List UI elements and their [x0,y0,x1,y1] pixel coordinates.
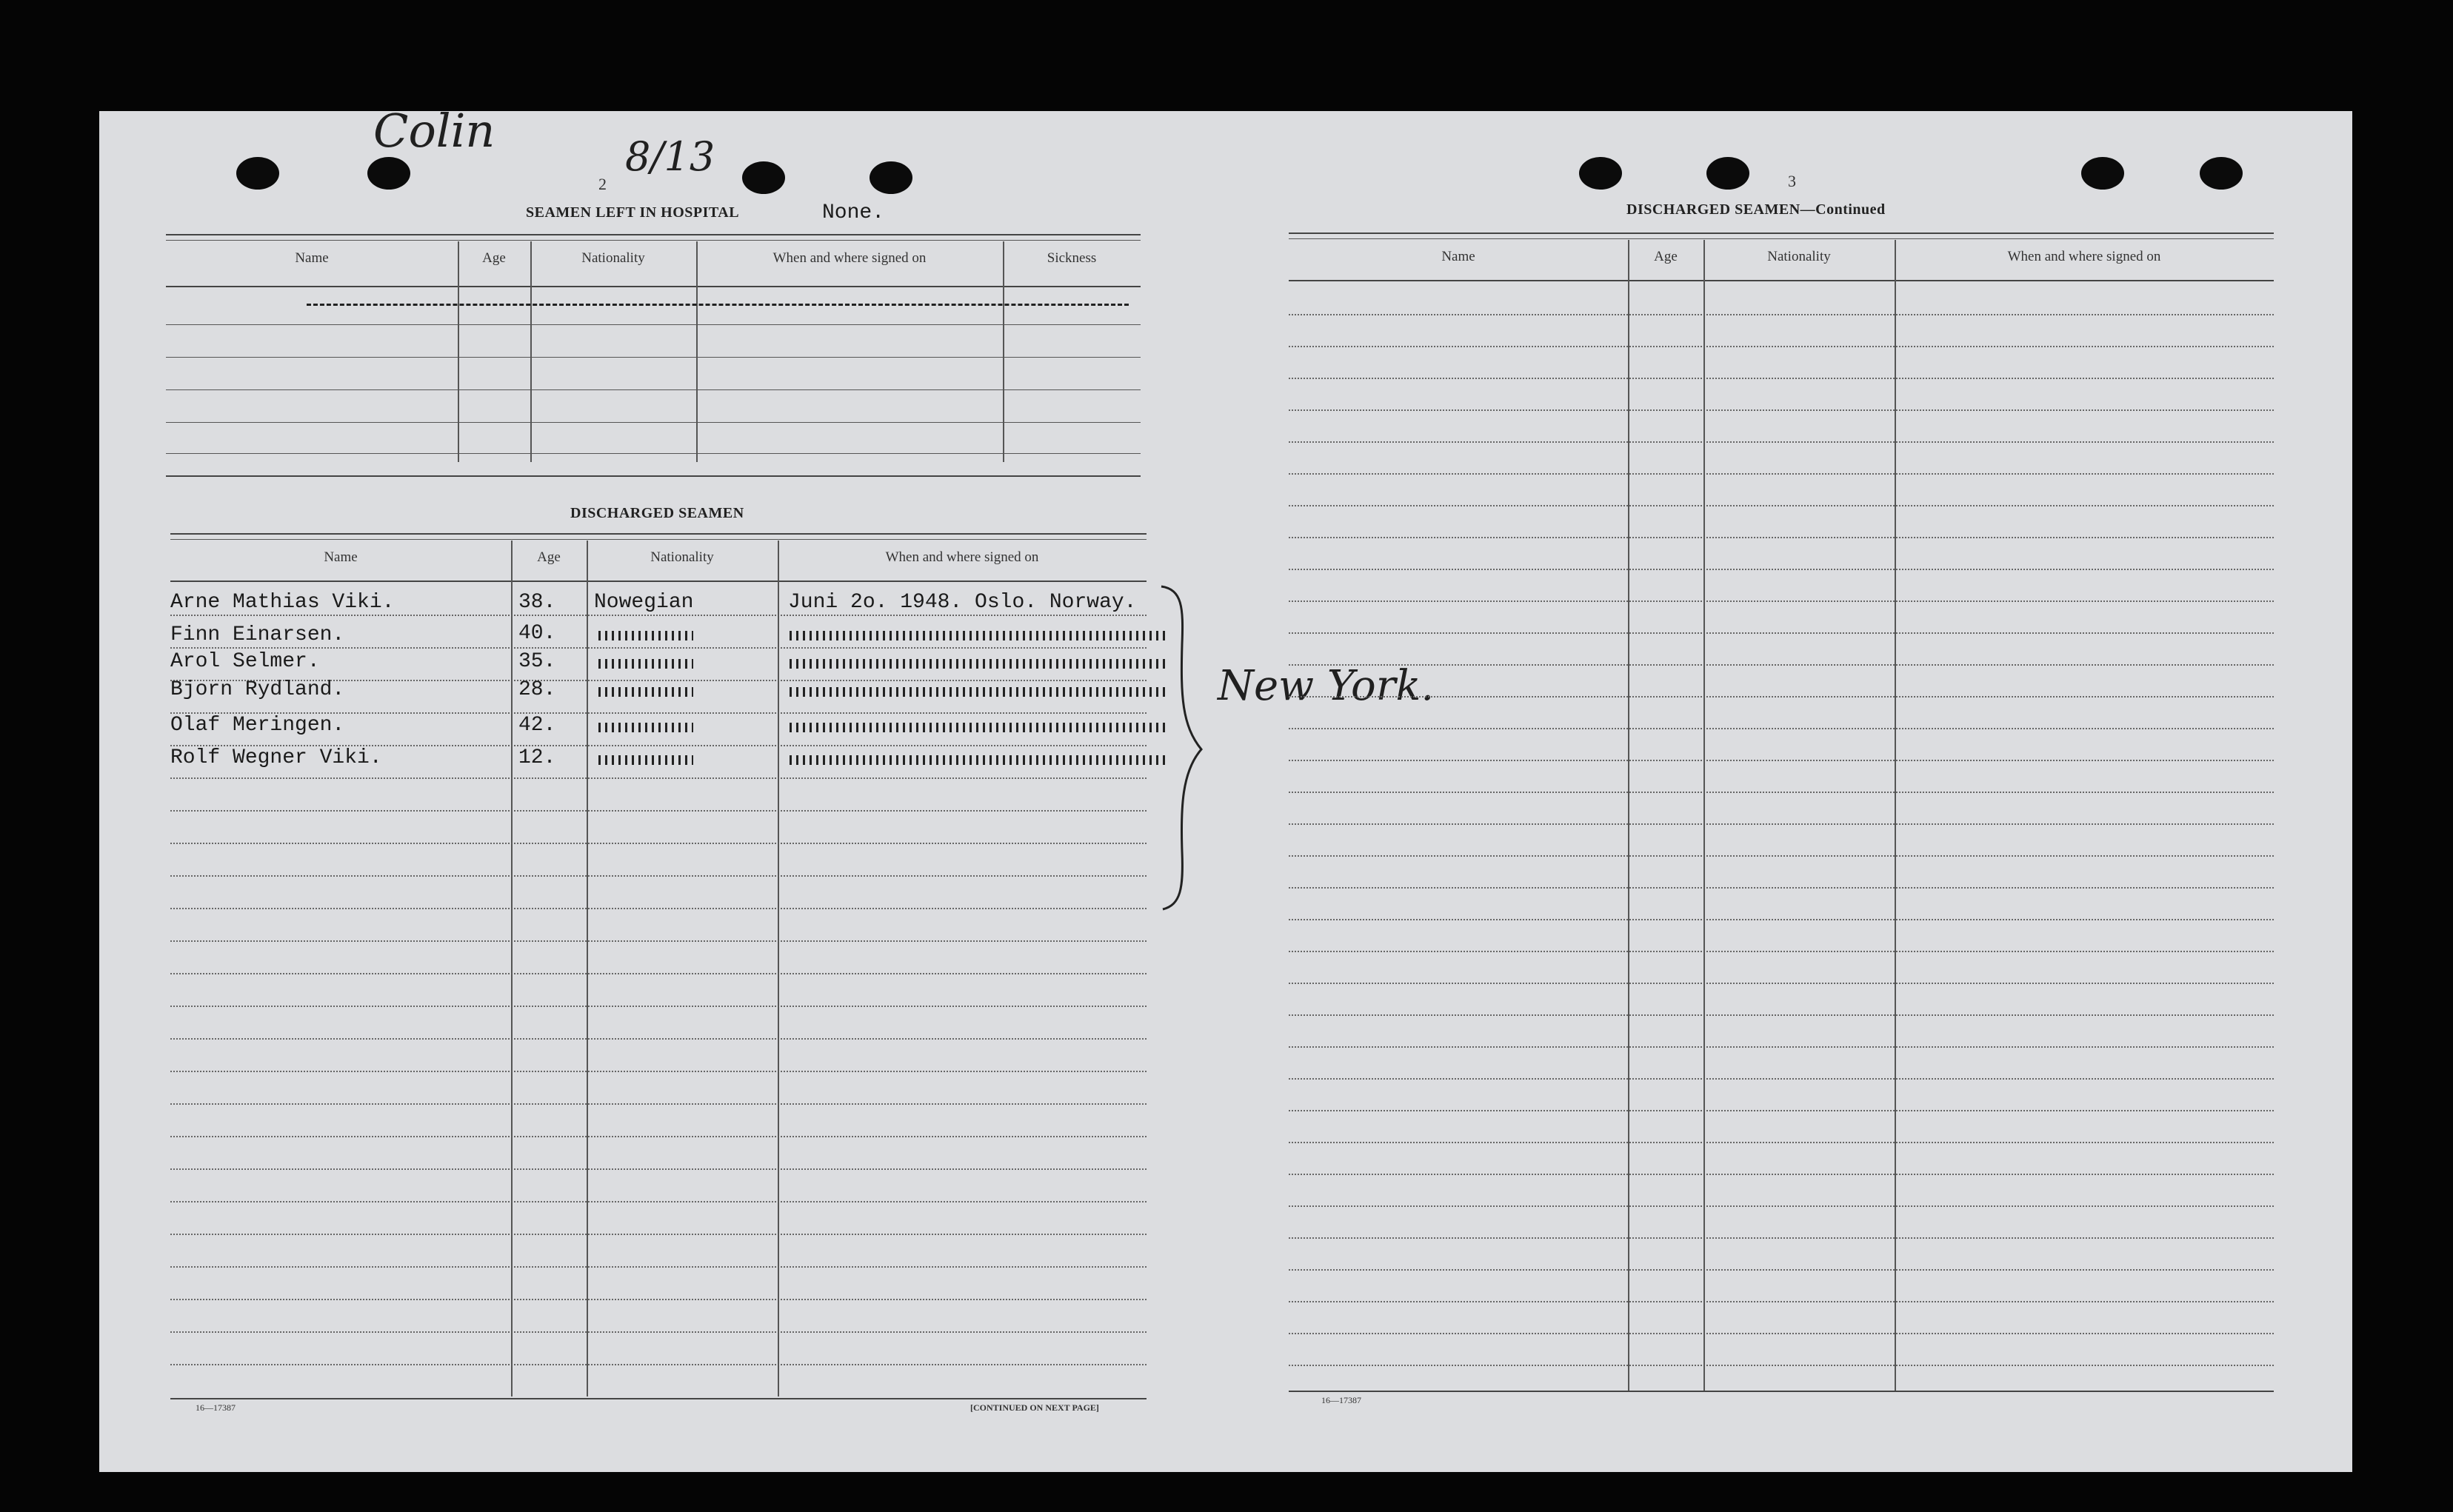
row-age: 12. [518,746,556,769]
discharged-continued-table [1289,233,2274,1392]
ruled-line [1289,855,2274,857]
ruled-line [170,1006,1147,1007]
col-nationality: Nationality [650,549,714,565]
ruled-line [170,1234,1147,1235]
col-signed-on: When and where signed on [2007,249,2161,264]
ruled-line [1289,1046,2274,1048]
ditto-marks [598,659,693,669]
col-age: Age [537,549,561,565]
discharged-title: DISCHARGED SEAMEN [570,505,744,521]
ruled-line [1289,505,2274,506]
handwritten-location: New York. [1218,662,1435,710]
col-age: Age [482,250,506,266]
none-dash-line [307,304,1129,306]
punch-hole [742,161,785,194]
ditto-marks [790,687,1167,697]
row-nationality: Nowegian [594,591,694,614]
col-name: Name [1441,249,1475,264]
ruled-line [1289,409,2274,411]
row-age: 35. [518,650,556,673]
ditto-marks [598,723,693,732]
ruled-line [1289,537,2274,538]
ruled-line [1289,1174,2274,1175]
ruled-line [170,1071,1147,1072]
ruled-line [170,940,1147,942]
col-sickness: Sickness [1047,250,1097,266]
ruled-line [170,647,1147,649]
handwritten-number: 8/13 [625,133,715,180]
ditto-marks [598,631,693,640]
ruled-line [170,1103,1147,1105]
ruled-line [1289,1110,2274,1111]
ruled-line [1289,760,2274,761]
document-page [99,104,2352,1472]
ruled-line [170,1364,1147,1365]
hospital-title: SEAMEN LEFT IN HOSPITAL [526,204,740,221]
col-nationality: Nationality [1767,249,1831,264]
page-number: 2 [598,175,607,193]
hospital-table [166,234,1141,484]
ruled-line [1289,473,2274,475]
punch-hole [236,157,279,190]
ruled-line [1289,1269,2274,1271]
handwritten-name: Colin [373,104,495,158]
row-name: Bjorn Rydland. [170,678,345,701]
ruled-line [1289,1078,2274,1080]
ruled-line [1289,664,2274,666]
ruled-line [170,1266,1147,1268]
ruled-line [170,843,1147,844]
ruled-line [1289,792,2274,793]
punch-hole [1579,157,1622,190]
ruled-line [1289,1237,2274,1239]
punch-hole [2200,157,2243,190]
ditto-marks [598,755,693,765]
ruled-line [1289,887,2274,889]
row-age: 40. [518,622,556,645]
ruled-line [1289,632,2274,634]
ditto-marks [790,659,1167,669]
ruled-line [170,1168,1147,1170]
form-number: 16—17387 [196,1402,236,1413]
ruled-line [1289,1014,2274,1016]
ruled-line [1289,441,2274,443]
ruled-line [1289,951,2274,952]
col-name: Name [324,549,358,565]
ruled-line [1289,314,2274,315]
ruled-line [1289,378,2274,379]
row-name: Finn Einarsen. [170,623,345,646]
ruled-line [170,1201,1147,1202]
ruled-line [1289,823,2274,825]
row-name: Arne Mathias Viki. [170,591,395,614]
ruled-line [1289,346,2274,347]
ruled-line [1289,569,2274,570]
ruled-line [170,875,1147,877]
ruled-line [1289,1205,2274,1207]
page-number: 3 [1788,172,1796,190]
punch-hole [1706,157,1749,190]
ruled-line [1289,919,2274,920]
row-name: Olaf Meringen. [170,714,345,737]
ditto-marks [790,723,1167,732]
ditto-marks [598,687,693,697]
row-name: Arol Selmer. [170,650,320,673]
ruled-line [170,908,1147,909]
col-age: Age [1654,249,1678,264]
row-age: 28. [518,678,556,701]
ditto-marks [790,631,1167,640]
ruled-line [1289,601,2274,602]
ruled-line [1289,728,2274,729]
col-signed-on: When and where signed on [885,549,1039,565]
ruled-line [170,777,1147,779]
punch-hole [367,157,410,190]
row-age: 42. [518,714,556,737]
bracket-icon [1160,585,1204,911]
col-nationality: Nationality [581,250,645,266]
punch-hole [870,161,912,194]
ruled-line [1289,1142,2274,1143]
hospital-note: None. [822,201,885,224]
ruled-line [170,1136,1147,1137]
col-name: Name [295,250,329,266]
ruled-line [170,810,1147,812]
col-signed-on: When and where signed on [772,250,927,266]
ruled-line [1289,1301,2274,1302]
form-number: 16—17387 [1321,1395,1361,1405]
right-title: DISCHARGED SEAMEN—Continued [1626,201,1886,218]
ruled-line [1289,1365,2274,1366]
ditto-marks [790,755,1167,765]
ruled-line [170,1331,1147,1333]
row-signed-on: Juni 2o. 1948. Oslo. Norway. [788,591,1137,614]
ruled-line [1289,983,2274,984]
row-name: Rolf Wegner Viki. [170,746,382,769]
ruled-line [170,1038,1147,1040]
row-age: 38. [518,591,556,614]
ruled-line [170,615,1147,616]
continued-note: [CONTINUED ON NEXT PAGE] [970,1402,1099,1413]
ruled-line [1289,696,2274,698]
discharged-table [170,533,1147,1404]
ruled-line [170,1299,1147,1300]
ruled-line [1289,1333,2274,1334]
punch-hole [2081,157,2124,190]
ruled-line [170,973,1147,974]
